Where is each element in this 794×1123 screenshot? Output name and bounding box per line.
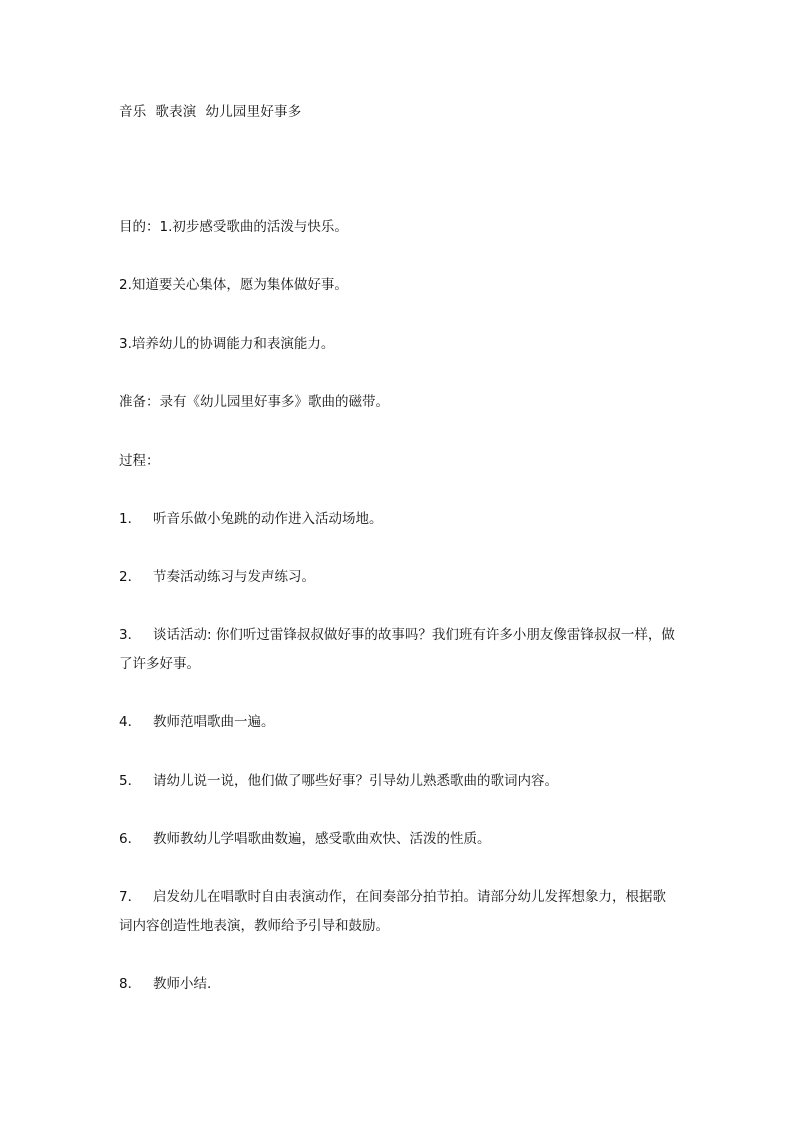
process-label: 过程： — [119, 453, 160, 469]
step-3 — [119, 621, 679, 679]
preparation-line: 准备：录有《幼儿园里好事多》歌曲的磁带。 — [119, 394, 389, 410]
step-text: 听音乐做小兔跳的动作进入活动场地。 — [153, 511, 383, 527]
step-number: 6． — [119, 831, 142, 847]
document-title — [119, 103, 301, 121]
goal-item-2: 2.知道要关心集体，愿为集体做好事。 — [119, 277, 348, 293]
step-2 — [119, 568, 315, 586]
step-text: 教师范唱歌曲一遍。 — [153, 714, 275, 730]
step-number: 8． — [119, 976, 142, 992]
goal-item-1: 1.初步感受歌曲的活泼与快乐。 — [159, 219, 348, 235]
step-text: 教师教幼儿学唱歌曲数遍，感受歌曲欢快、活泼的性质。 — [153, 831, 491, 847]
goal-item-3: 3.培养幼儿的协调能力和表演能力。 — [119, 336, 335, 352]
step-text: 请幼儿说一说，他们做了哪些好事？引导幼儿熟悉歌曲的歌词内容。 — [153, 773, 558, 789]
goals-label: 目的： — [119, 219, 160, 235]
title-type: 歌表演 — [155, 104, 197, 120]
step-7 — [119, 883, 679, 941]
step-1 — [119, 510, 383, 528]
step-number: 5． — [119, 773, 142, 789]
step-text: 启发幼儿在唱歌时自由表演动作，在间奏部分拍节拍。请部分幼儿发挥想象力，根据歌词内容创造性地表演，教师给予引导和鼓励。 — [119, 889, 666, 934]
step-number: 3． — [119, 627, 142, 643]
step-number: 4． — [119, 714, 142, 730]
step-number: 1． — [119, 511, 142, 527]
step-5 — [119, 772, 558, 790]
step-text: 节奏活动练习与发声练习。 — [153, 569, 315, 585]
goal-line-1 — [119, 218, 348, 236]
step-text: 谈话活动: 你们听过雷锋叔叔做好事的故事吗？我们班有许多小朋友像雷锋叔叔一样，做了许多好事。 — [119, 627, 675, 672]
step-number: 2． — [119, 569, 142, 585]
step-text: 教师小结. — [153, 976, 212, 992]
title-subject: 音乐 — [119, 104, 147, 120]
step-6 — [119, 830, 491, 848]
step-number: 7． — [119, 889, 142, 905]
title-song: 幼儿园里好事多 — [205, 104, 302, 120]
step-4 — [119, 713, 275, 731]
step-8 — [119, 975, 211, 993]
